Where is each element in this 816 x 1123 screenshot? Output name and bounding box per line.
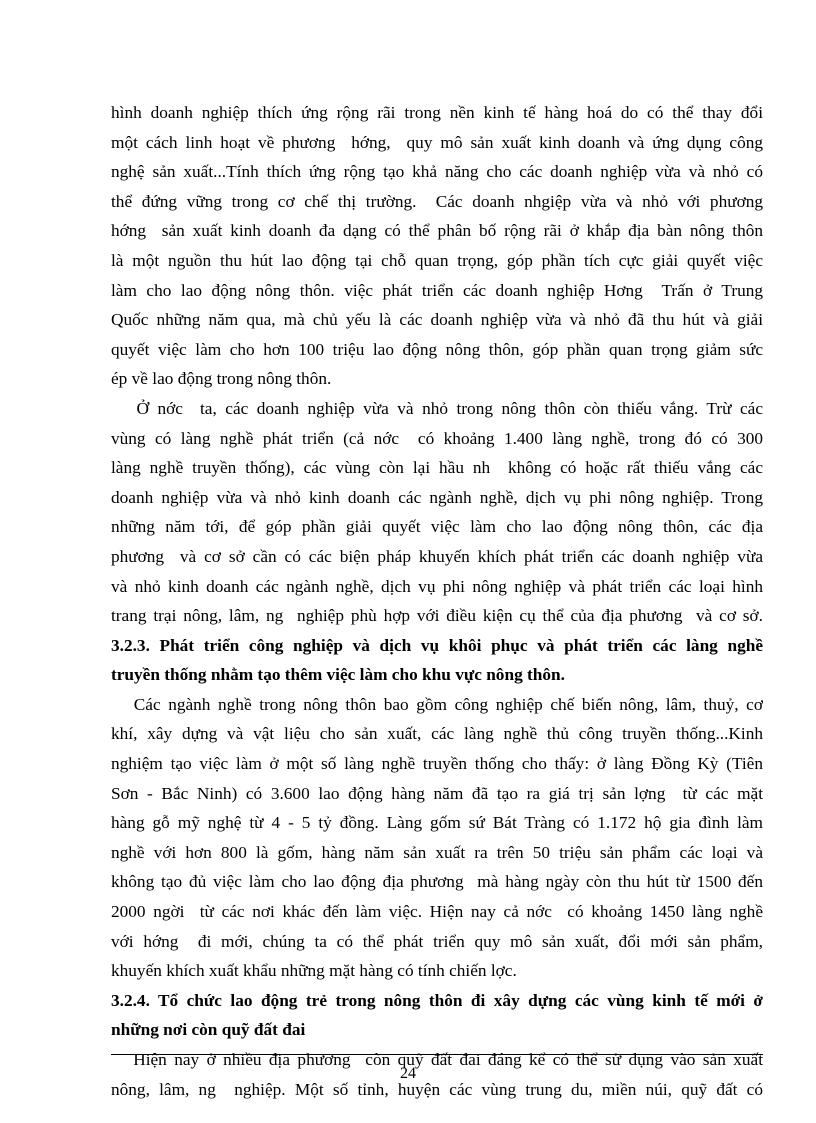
body-line: những năm tới, để góp phần giải quyết việc làm cho lao động nông thôn, các địa xyxy=(111,517,763,537)
body-line: hàng gỗ mỹ nghệ từ 4 - 5 tỷ đồng. Làng gốm sứ Bát Tràng có 1.172 hộ gia đình làm xyxy=(111,813,763,833)
body-line: Các ngành nghề trong nông thôn bao gồm công nghiệp chế biến nông, lâm, thuỷ, cơ xyxy=(111,694,763,714)
footer-divider xyxy=(111,1054,763,1055)
section-heading-3-2-4-cont: những nơi còn quỹ đất đai xyxy=(111,1020,306,1040)
body-line: một cách linh hoạt về phương hớng, quy mô sản xuất kinh doanh và ứng dụng công xyxy=(111,132,763,152)
body-line: nghề với hơn 800 là gốm, hàng năm sản xuất ra trên 50 triệu sản phẩm các loại và xyxy=(111,842,763,862)
body-line: hớng sản xuất kinh doanh đa dạng có thể phân bố rộng rãi ở khắp địa bàn nông thôn xyxy=(111,221,763,241)
body-line: thể đứng vững trong cơ chế thị trường. Các doanh nhgiệp vừa và nhỏ với phương xyxy=(111,191,763,211)
body-line: trang trại nông, lâm, ng nghiệp phù hợp với điều kiện cụ thể của địa phương và cơ sở. xyxy=(111,606,763,626)
body-line: vùng có làng nghề phát triển (cả nớc có khoảng 1.400 làng nghề, trong đó có 300 xyxy=(111,428,763,448)
page-body xyxy=(111,98,763,1104)
section-heading-3-2-3-cont: truyền thống nhằm tạo thêm việc làm cho khu vực nông thôn. xyxy=(111,665,565,685)
body-line: Sơn - Bắc Ninh) có 3.600 lao động hàng năm đã tạo ra giá trị sản lợng từ các mặt xyxy=(111,783,763,803)
section-heading-3-2-3: 3.2.3. Phát triển công nghiệp và dịch vụ khôi phục và phát triển các làng nghề xyxy=(111,635,763,655)
body-line: nông, lâm, ng nghiệp. Một số tỉnh, huyện các vùng trung du, miền núi, quỹ đất có xyxy=(111,1079,763,1099)
page-number: 24 xyxy=(400,1065,416,1082)
body-line: không tạo đủ việc làm cho lao động địa phương mà hàng ngày còn thu hút từ 1500 đến xyxy=(111,872,763,892)
body-line: Quốc những năm qua, mà chủ yếu là các doanh nghiệp vừa và nhỏ đã thu hút và giải xyxy=(111,310,763,330)
body-line: ép về lao động trong nông thôn. xyxy=(111,369,332,389)
body-line: phương và cơ sở cần có các biện pháp khuyến khích phát triển các doanh nghiệp vừa xyxy=(111,546,763,566)
body-line: với hớng đi mới, chúng ta có thể phát triển quy mô sản xuất, đổi mới sản phẩm, xyxy=(111,931,763,951)
body-line: khí, xây dựng và vật liệu cho sản xuất, các làng nghề thủ công truyền thống...Kinh xyxy=(111,724,763,744)
body-line: quyết việc làm cho hơn 100 triệu lao động nông thôn, góp phần quan trọng giảm sức xyxy=(111,339,763,359)
body-line: làng nghề truyền thống), các vùng còn lại hầu nh không có hoặc rất thiếu vắng các xyxy=(111,458,763,478)
body-line: hình doanh nghiệp thích ứng rộng rãi trong nền kinh tế hàng hoá do có thể thay đổi xyxy=(111,103,763,122)
body-line: Ở nớc ta, các doanh nghiệp vừa và nhỏ trong nông thôn còn thiếu vắng. Trừ các xyxy=(111,398,763,418)
body-line: 2000 ngời từ các nơi khác đến làm việc. Hiện nay cả nớc có khoảng 1450 làng nghề xyxy=(111,902,763,922)
body-line: là một nguồn thu hút lao động tại chỗ quan trọng, góp phần tích cực giải quyết việc xyxy=(111,250,763,270)
body-line: nghệ sản xuất...Tính thích ứng rộng tạo khả năng cho các doanh nghiệp vừa và nhỏ có xyxy=(111,162,763,182)
section-heading-3-2-4: 3.2.4. Tổ chức lao động trẻ trong nông thôn đi xây dựng các vùng kinh tế mới ở xyxy=(111,990,763,1010)
body-line: và nhỏ kinh doanh các ngành nghề, dịch vụ phi nông nghiệp và phát triển các loại hình xyxy=(111,576,763,596)
body-line: làm cho lao động nông thôn. việc phát triển các doanh nghiệp Hơng Trấn ở Trung xyxy=(111,280,763,300)
body-line: doanh nghiệp vừa và nhỏ kinh doanh các ngành nghề, dịch vụ phi nông nghiệp. Trong xyxy=(111,487,763,507)
body-line: nghiệm tạo việc làm ở một số làng nghề truyền thống cho thấy: ở làng Đồng Kỳ (Tiên xyxy=(111,754,763,774)
body-line: Hiện nay ở nhiều địa phương còn quỹ đất đai đáng kể có thể sử dụng vào sản xuất xyxy=(111,1050,763,1069)
body-line: khuyến khích xuất khẩu những mặt hàng có tính chiến lợc. xyxy=(111,961,517,981)
